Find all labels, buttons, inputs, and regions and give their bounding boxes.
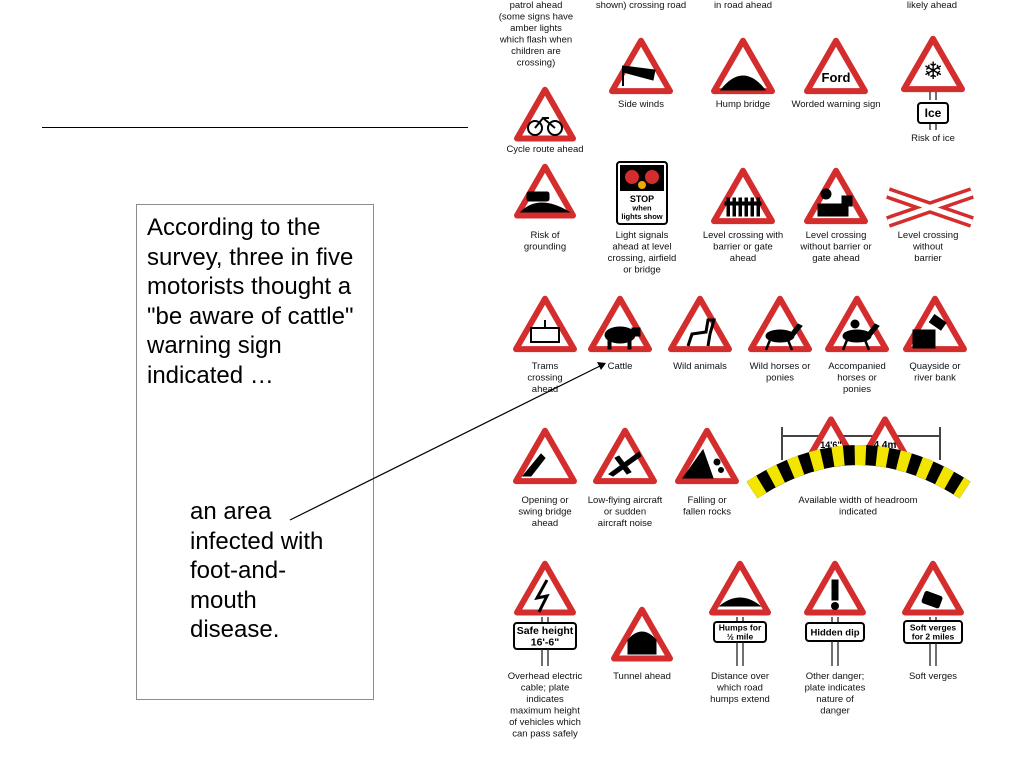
sign-triangle <box>517 90 573 139</box>
caption-line: maximum height <box>510 705 580 717</box>
headroom-plate-text: 4.4m <box>873 440 897 451</box>
sign-caption <box>911 133 955 144</box>
caption-line: or bridge <box>623 264 661 276</box>
caption-line: Worded warning sign <box>791 99 881 110</box>
st-andrews-cross-inner <box>888 193 972 222</box>
snowflake-glyph: ❄ <box>922 57 944 85</box>
plate-line: ½ mile <box>726 631 754 642</box>
top-caption <box>499 0 573 69</box>
headroom-plate-text: 14'6" <box>820 440 842 450</box>
sign-triangle <box>671 299 729 349</box>
tunnel <box>628 632 656 654</box>
caption-line: amber lights <box>510 23 562 34</box>
sign-caption <box>527 361 562 395</box>
caption-line: children are <box>511 46 561 57</box>
gate-rail <box>725 202 761 205</box>
gate-bar <box>727 198 730 216</box>
sign-caption <box>618 99 664 110</box>
cow-leg <box>608 340 611 349</box>
caption-line: grounding <box>523 241 567 253</box>
amber-light <box>638 181 646 189</box>
sign-caption <box>683 495 731 518</box>
caption-line: Cattle <box>607 361 633 372</box>
sign-caption <box>791 99 880 110</box>
pointer-arrowhead <box>597 362 606 370</box>
rider <box>851 320 859 328</box>
caption-line: cable; plate <box>520 682 570 694</box>
caption-line: humps extend <box>710 694 770 705</box>
caption-line: of vehicles which <box>509 717 581 728</box>
caption-line: or sudden <box>603 506 647 518</box>
sign-caption <box>828 361 886 395</box>
caption-line: gate ahead <box>812 253 860 264</box>
sign-caption <box>909 361 960 384</box>
caption-line: which flash when <box>499 34 573 46</box>
caption-line: Risk of ice <box>911 133 955 144</box>
caption-line: Light signals <box>615 230 669 241</box>
sign-caption <box>716 99 770 110</box>
gate-bar <box>757 198 760 216</box>
caption-line: in road ahead <box>713 0 773 11</box>
sign-caption <box>805 671 866 717</box>
other-danger-icon <box>832 580 839 610</box>
caption-line: ponies <box>843 384 871 395</box>
sign-triangle <box>596 431 654 481</box>
plate-line: for 2 miles <box>911 631 955 642</box>
plate-text <box>910 622 957 641</box>
exclamation-bar <box>832 580 838 600</box>
quay <box>913 330 935 348</box>
caption-line: aircraft noise <box>597 518 653 529</box>
sign-caption <box>909 671 957 682</box>
cow-leg <box>628 340 631 349</box>
vehicle <box>527 192 549 201</box>
top-caption <box>907 0 957 11</box>
caption-line: fallen rocks <box>682 506 732 518</box>
plate-text <box>810 627 859 638</box>
caption-line: swing bridge <box>518 506 572 518</box>
caption-line: Wild horses or <box>749 361 811 372</box>
caption-line: Tunnel ahead <box>613 671 671 682</box>
caption-line: river bank <box>914 372 956 384</box>
caption-line: ahead <box>531 384 559 395</box>
caption-line: danger <box>820 705 850 717</box>
caption-line: Cycle route ahead <box>506 144 584 155</box>
caption-line: barrier <box>914 253 942 264</box>
caption-line: shown) crossing road <box>595 0 687 11</box>
cow-head <box>632 328 640 336</box>
quiz-answer: an area infected with foot-and-mouth disease. <box>190 498 324 643</box>
tunnel-icon <box>628 632 656 654</box>
caption-line: without <box>912 241 944 253</box>
sign-caption <box>508 671 583 740</box>
caption-line: ponies <box>766 372 794 384</box>
sign-caption <box>613 671 671 682</box>
red-light <box>625 170 639 184</box>
exclamation-dot <box>832 603 839 610</box>
caption-line: can pass safely <box>512 728 578 740</box>
sign-caption <box>608 361 633 372</box>
caption-line: indicated <box>838 506 878 518</box>
caption-line: crossing <box>527 372 563 384</box>
caption-line: plate indicates <box>804 682 866 694</box>
plate-line: lights show <box>621 212 663 221</box>
sign-caption <box>898 230 959 264</box>
caption-line: Side winds <box>618 99 664 110</box>
caption-line: ahead at level <box>612 241 672 253</box>
caption-line: ahead <box>729 253 757 264</box>
sign-caption <box>750 361 811 384</box>
rock <box>719 468 724 473</box>
caption-line: Quayside or <box>909 361 961 372</box>
plate-line: when <box>632 203 652 213</box>
caption-line: which road <box>717 682 763 694</box>
caption-line: likely ahead <box>906 0 958 11</box>
caption-line: crossing, airfield <box>607 253 677 264</box>
sign-caption <box>703 230 783 264</box>
sign-triangle <box>517 564 573 613</box>
plate-line: 16'-6" <box>530 636 560 649</box>
caption-line: Other danger; <box>805 671 865 682</box>
quiz-question: According to the survey, three in five motorists thought a "be aware of cattle" warning sign indicated … <box>147 214 354 389</box>
red-light <box>645 170 659 184</box>
caption-line: Falling or <box>687 495 727 506</box>
plate-line: Safe height <box>516 624 574 637</box>
caption-line: crossing) <box>516 57 556 69</box>
caption-line: barrier or gate <box>713 241 773 253</box>
sign-caption <box>799 230 871 264</box>
caption-line: horses or <box>837 372 877 384</box>
caption-line: Overhead electric <box>507 671 583 682</box>
caption-line: (some signs have <box>498 11 574 23</box>
plate-line: Hidden dip <box>810 627 860 639</box>
caption-line: patrol ahead <box>509 0 563 11</box>
caption-line: Soft verges <box>908 671 958 682</box>
sign-caption <box>518 495 571 529</box>
top-caption <box>714 0 772 11</box>
plate-line: Humps for <box>718 622 762 633</box>
caption-line: without barrier or <box>800 241 872 253</box>
plate-line: STOP <box>629 194 655 204</box>
plate-line: Soft verges <box>909 622 957 633</box>
sign-caption <box>710 671 770 705</box>
caption-line: Available width of headroom <box>798 495 918 506</box>
caption-line: Distance over <box>710 671 770 682</box>
worded-plate-text: Ford <box>821 70 851 85</box>
caption-line: Opening or <box>521 495 569 506</box>
caption-line: ahead <box>531 518 559 529</box>
caption-line: Accompanied <box>828 361 886 372</box>
rock <box>714 459 720 465</box>
caption-line: Level crossing <box>897 230 959 241</box>
sign-triangle <box>612 41 670 91</box>
caption-line: nature of <box>816 694 854 705</box>
gate-bar <box>751 198 754 216</box>
risk-of-ice-icon <box>923 57 943 85</box>
caption-line: indicates <box>526 694 564 705</box>
sign-triangle <box>714 171 772 221</box>
caption-line: Hump bridge <box>715 99 771 110</box>
sign-caption <box>673 361 727 372</box>
sign-caption <box>798 495 917 518</box>
caption-line: Low-flying aircraft <box>587 495 663 506</box>
caption-line: Level crossing with <box>702 230 784 241</box>
plate-text <box>925 106 942 120</box>
top-caption <box>596 0 686 11</box>
sign-caption <box>588 495 663 529</box>
gate-bar <box>739 198 742 216</box>
gate-bar <box>745 198 748 216</box>
caption-line: Risk of <box>530 230 560 241</box>
cab <box>842 196 852 206</box>
caption-line: Level crossing <box>805 230 867 241</box>
gate-bar <box>733 198 736 216</box>
smoke <box>821 189 831 199</box>
caption-line: Wild animals <box>673 361 727 372</box>
caption-line: Trams <box>531 361 559 372</box>
sign-caption <box>506 144 583 155</box>
plate-line: Ice <box>924 106 942 121</box>
sign-caption <box>608 230 677 276</box>
sign-caption <box>524 230 566 253</box>
